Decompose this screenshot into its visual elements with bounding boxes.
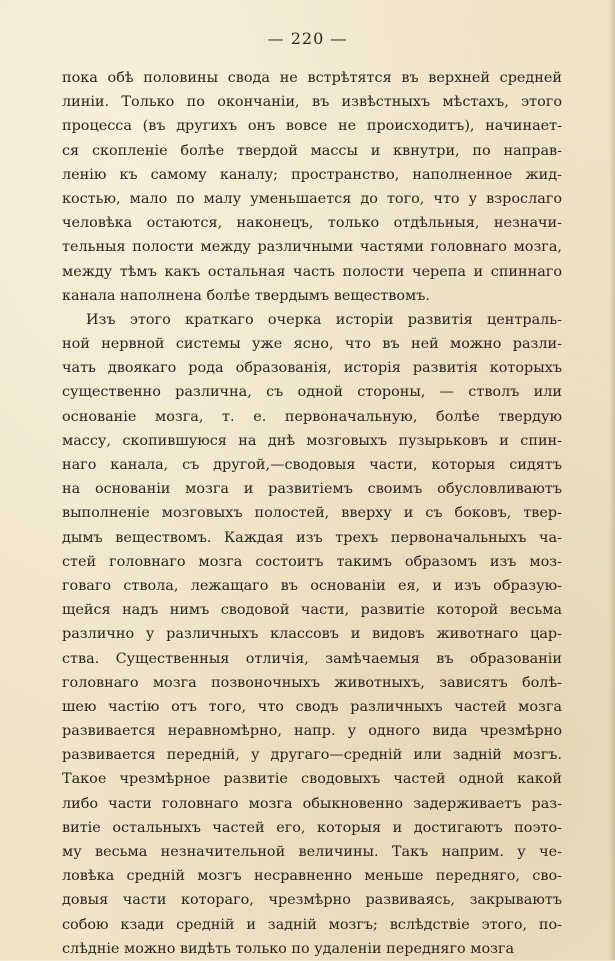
text-line: головнаго мозга позвоночныхъ животныхъ, зависятъ болѣ-	[62, 674, 562, 691]
text-line: дымъ веществомъ. Каждая изъ трехъ первоначальныхъ ча-	[62, 529, 562, 546]
text-line: процесса (въ другихъ онъ вовсе не происходитъ), начинает-	[62, 118, 562, 135]
text-line: шею частію отъ того, что сводъ различныхъ частей мозга	[62, 698, 562, 715]
text-line: канала наполнена болѣе твердымъ веществомъ.	[62, 287, 430, 304]
paragraph	[62, 66, 562, 308]
text-line: выполненіе мозговыхъ полостей, вверху и съ боковъ, твер-	[62, 505, 562, 522]
text-line: развивается неравномѣрно, напр. у одного вида чрезмѣрно	[62, 723, 562, 740]
text-line: тельныя полости между различными частями головнаго мозга,	[62, 239, 562, 256]
text-line: слѣдніе можно видѣть только по удаленіи передняго мозга	[62, 940, 515, 957]
text-line: стей головнаго мозга состоитъ такимъ образомъ изъ моз-	[62, 553, 562, 570]
text-line: пока обѣ половины свода не встрѣтятся въ верхней средней	[62, 70, 562, 86]
text-line: основаніе мозга, т. е. первоначальную, болѣе твердую	[62, 408, 562, 425]
text-line: на основаніи мозга и развитіемъ своимъ обусловливаютъ	[62, 481, 562, 498]
text-line: человѣка остаются, наконецъ, только отдѣльныя, незначи-	[62, 215, 562, 232]
text-line: между тѣмъ какъ остальная часть полости черепа и спиннаго	[62, 263, 562, 280]
text-line: ства. Существенныя отличія, замѣчаемыя въ образованіи	[62, 650, 562, 667]
text-line: развивается передній, у другаго—средній или задній мозгъ.	[62, 747, 562, 764]
text-line: говаго ствола, лежащаго въ основаніи ея, и изъ образую-	[62, 577, 562, 594]
text-line: витіе остальныхъ частей его, которыя и достигаютъ поэто-	[62, 819, 562, 836]
text-line: Такое чрезмѣрное развитіе сводовыхъ частей одной какой	[62, 771, 562, 788]
text-line: различно у различныхъ классовъ и видовъ животнаго цар-	[62, 626, 562, 643]
text-line: ся скопленіе болѣе твердой массы и квнутри, по направ-	[62, 142, 562, 159]
page-number: — 220 —	[267, 29, 348, 48]
text-line: массу, скопившуюся на днѣ мозговыхъ пузырьковъ и спин-	[62, 432, 562, 449]
text-line: ленію къ самому каналу; пространство, наполненное жид-	[62, 166, 562, 183]
text-line: щейся надъ нимъ сводовой части, развитіе которой весьма	[62, 602, 562, 619]
text-line: чать двоякаго рода образованія, исторія развитія которыхъ	[62, 360, 562, 377]
text-line: ловѣка средній мозгъ несравненно меньше передняго, сво-	[62, 868, 562, 885]
page-edge-shadow	[609, 0, 615, 960]
text-line: существенно различна, съ одной стороны, — стволъ или	[62, 384, 562, 401]
text-line: костью, мало по малу уменьшается до того, что у взрослаго	[62, 190, 562, 207]
text-line: ной нервной системы уже ясно, что въ ней можно разли-	[62, 336, 562, 353]
text-line: либо части головнаго мозга обыкновенно задерживаетъ раз-	[62, 795, 562, 812]
text-line: линіи. Только по окончаніи, въ извѣстныхъ мѣстахъ, этого	[62, 94, 562, 111]
text-line: му весьма незначительной величины. Такъ наприм. у че-	[62, 844, 562, 860]
body-text	[62, 66, 562, 961]
text-line: собою кзади средній и задній мозгъ; вслѣдствіе этого, по-	[62, 916, 562, 933]
text-line: довыя части котораго, чрезмѣрно развиваясь, закрываютъ	[62, 892, 562, 909]
text-line: наго канала, съ другой,—сводовыя части, которыя сидятъ	[62, 457, 562, 473]
text-line: Изъ этого краткаго очерка исторіи развитія централь-	[86, 311, 562, 328]
paragraph	[62, 308, 562, 961]
